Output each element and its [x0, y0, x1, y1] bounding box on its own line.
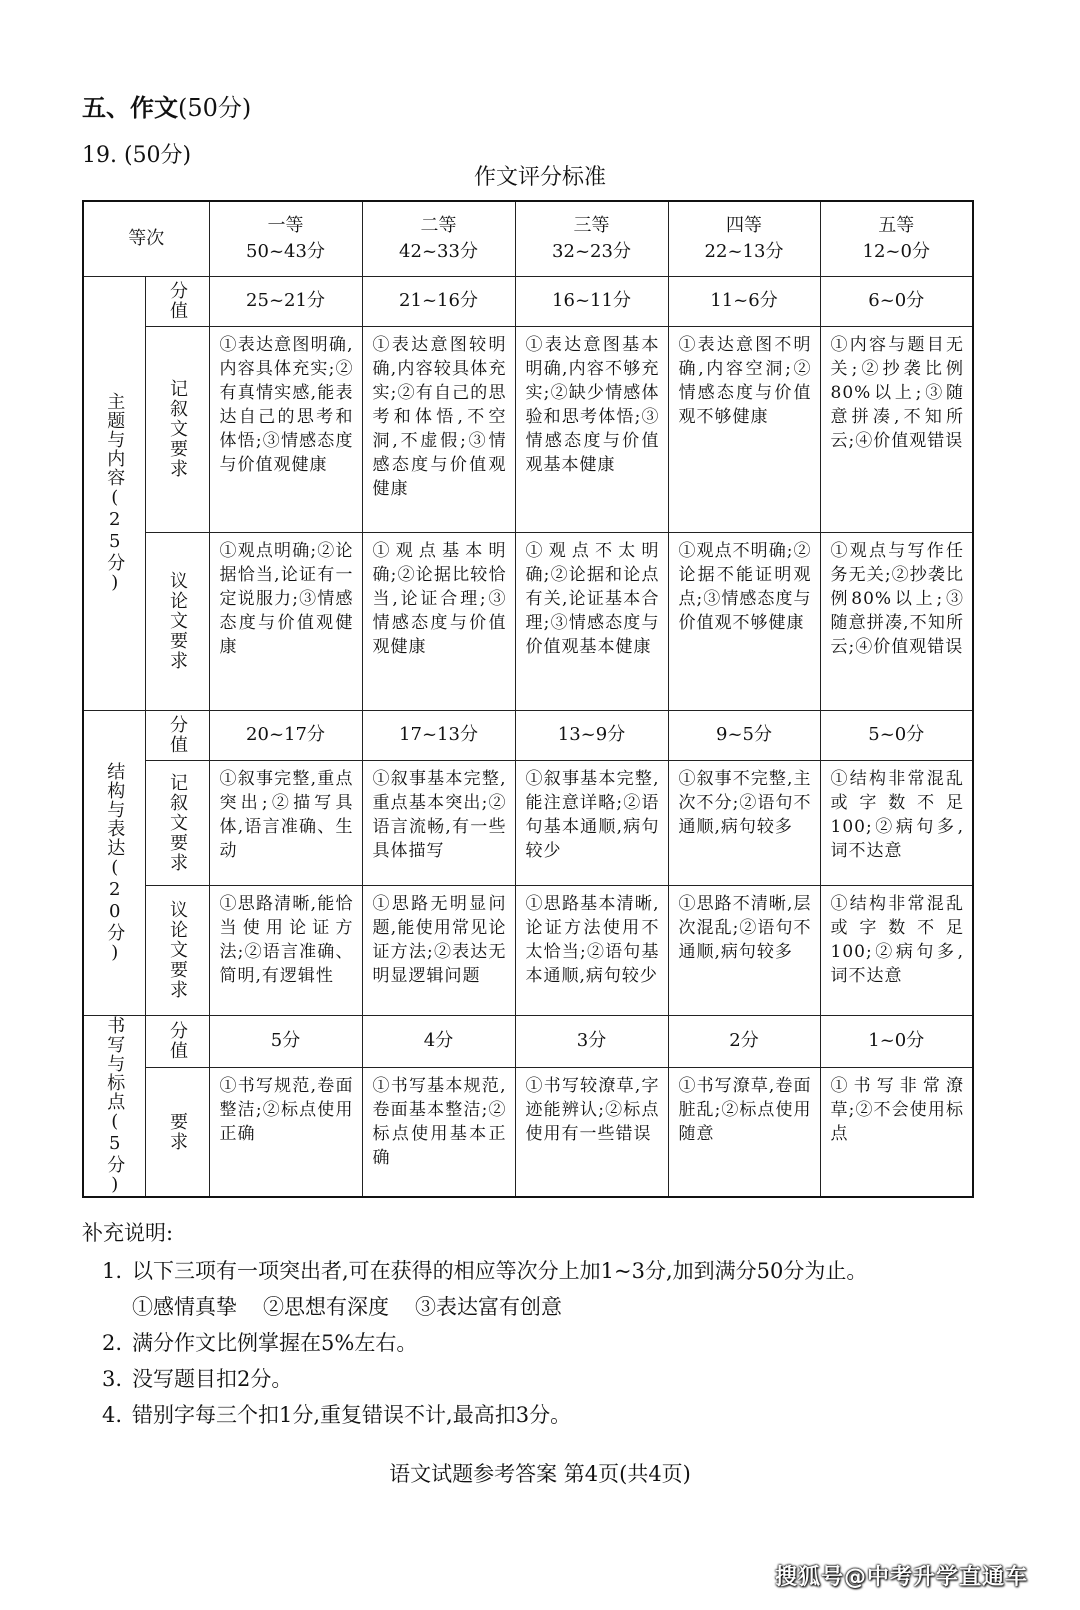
structure-narrative-label: 记叙文要求	[167, 772, 188, 873]
writing-req-label-cell	[145, 1067, 209, 1196]
writing-category-label: 书写与标点(5分)	[104, 1015, 126, 1196]
score-cell: 21~16分	[362, 276, 515, 326]
writing-req-label: 要求	[167, 1111, 188, 1152]
content-score-label-cell	[145, 276, 209, 326]
note-number: 2.	[102, 1331, 123, 1355]
section-score: (50分)	[178, 94, 252, 122]
score-cell: 11~6分	[668, 276, 820, 326]
level-5	[820, 201, 973, 276]
note-item	[102, 1325, 867, 1361]
criteria-cell: ①书写较潦草,字迹能辨认;②标点使用有一些错误	[515, 1067, 668, 1196]
structure-argument-row	[83, 885, 973, 1015]
watermark: 搜狐号@中考升学直通车	[774, 1565, 1028, 1590]
criteria-cell: ①结构非常混乱或字数不足100;②病句多,词不达意	[820, 885, 973, 1015]
content-category-label: 主题与内容(25分)	[104, 392, 126, 594]
writing-score-label: 分值	[167, 1021, 188, 1062]
note-sub-item: ②思想有深度	[263, 1295, 389, 1319]
level-range: 12~0分	[862, 240, 930, 262]
level-4	[668, 201, 820, 276]
section-title-text: 五、作文	[82, 93, 178, 122]
content-argument-label-cell	[145, 532, 209, 710]
criteria-cell: ①思路无明显问题,能使用常见论证方法;②表达无明显逻辑问题	[362, 885, 515, 1015]
note-sub-item: ①感情真挚	[132, 1295, 237, 1319]
note-number: 4.	[102, 1403, 123, 1427]
criteria-cell: ①书写潦草,卷面脏乱;②标点使用随意	[668, 1067, 820, 1196]
note-item	[102, 1361, 867, 1397]
level-name: 四等	[726, 214, 762, 236]
criteria-cell: ①表达意图不明确,内容空洞;②情感态度与价值观不够健康	[668, 326, 820, 532]
supplementary-notes	[82, 1215, 867, 1433]
table-title: 作文评分标准	[473, 165, 606, 190]
criteria-cell: ①书写非常潦草;②不会使用标点	[820, 1067, 973, 1196]
writing-score-label-cell	[145, 1015, 209, 1067]
structure-category	[83, 710, 145, 1015]
structure-category-label: 结构与表达(20分)	[104, 761, 126, 964]
writing-category	[83, 1015, 145, 1197]
page-footer: 语文试题参考答案 第4页(共4页)	[389, 1462, 691, 1486]
score-cell: 5~0分	[820, 710, 973, 760]
criteria-cell: ①叙事基本完整,能注意详略;②语句基本通顺,病句较少	[515, 760, 668, 885]
section-title	[82, 88, 251, 123]
structure-argument-label: 议论文要求	[167, 900, 188, 1000]
note-item	[102, 1253, 868, 1289]
level-1	[209, 201, 362, 276]
content-score-label: 分值	[167, 281, 188, 321]
note-text: 以下三项有一项突出者,可在获得的相应等次分上加1~3分,加到满分50分为止。	[132, 1259, 868, 1283]
level-name: 二等	[420, 214, 457, 236]
score-cell: 17~13分	[362, 710, 515, 760]
note-number: 1.	[102, 1259, 123, 1283]
structure-score-row	[83, 710, 973, 760]
level-name: 一等	[267, 214, 304, 236]
content-narrative-label-cell	[145, 326, 209, 532]
criteria-cell: ①思路不清晰,层次混乱;②语句不通顺,病句较多	[668, 885, 820, 1015]
level-range: 32~23分	[552, 240, 631, 262]
score-cell: 16~11分	[515, 276, 668, 326]
score-cell: 2分	[668, 1015, 820, 1067]
criteria-cell: ①观点与写作任务无关;②抄袭比例80%以上;③随意拼凑,不知所云;④价值观错误	[820, 532, 973, 710]
criteria-cell: ①观点不明确;②论据不能证明观点;③情感态度与价值观不够健康	[668, 532, 820, 710]
notes-heading: 补充说明:	[82, 1221, 174, 1245]
structure-narrative-row	[83, 760, 973, 885]
criteria-cell: ①书写规范,卷面整洁;②标点使用正确	[209, 1067, 362, 1196]
criteria-cell: ①思路清晰,能恰当使用论证方法;②语言准确、简明,有逻辑性	[209, 885, 362, 1015]
score-cell: 3分	[515, 1015, 668, 1067]
criteria-cell: ①表达意图基本明确,内容不够充实;②缺少情感体验和思考体悟;③情感态度与价值观基本健康	[515, 326, 668, 532]
level-name: 三等	[573, 214, 610, 236]
structure-argument-label-cell	[145, 885, 209, 1015]
note-text: 错别字每三个扣1分,重复错误不计,最高扣3分。	[132, 1403, 572, 1427]
content-narrative-row	[83, 326, 973, 532]
content-score-row	[83, 276, 973, 326]
level-range: 22~13分	[704, 240, 784, 262]
notes-list	[82, 1253, 867, 1433]
question-title: 19. (50分)	[82, 143, 192, 168]
criteria-cell: ①观点明确;②论据恰当,论证有一定说服力;③情感态度与价值观健康	[209, 532, 362, 710]
criteria-cell: ①观点不太明确;②论据和论点有关,论证基本合理;③情感态度与价值观基本健康	[515, 532, 668, 710]
level-name: 五等	[878, 214, 915, 236]
criteria-cell: ①叙事基本完整,重点基本突出;②语言流畅,有一些具体描写	[362, 760, 515, 885]
criteria-cell: ①叙事不完整,主次不分;②语句不通顺,病句较多	[668, 760, 820, 885]
criteria-cell: ①书写基本规范,卷面基本整洁;②标点使用基本正确	[362, 1067, 515, 1196]
header-row	[83, 201, 973, 276]
criteria-cell: ①表达意图明确,内容具体充实;②有真情实感,能表达自己的思考和体悟;③情感态度与价值观健康	[209, 326, 362, 532]
criteria-cell: ①观点基本明确;②论据比较恰当,论证合理;③情感态度与价值观健康	[362, 532, 515, 710]
note-text: 满分作文比例掌握在5%左右。	[132, 1331, 418, 1355]
note-text: 没写题目扣2分。	[132, 1367, 293, 1391]
note-sub-items	[132, 1289, 867, 1325]
content-argument-row	[83, 532, 973, 710]
level-range: 50~43分	[246, 240, 325, 262]
criteria-cell: ①叙事完整,重点突出;②描写具体,语言准确、生动	[209, 760, 362, 885]
level-3	[515, 201, 668, 276]
note-item	[102, 1397, 867, 1433]
score-cell: 5分	[209, 1015, 362, 1067]
level-2	[362, 201, 515, 276]
note-number: 3.	[102, 1367, 123, 1391]
score-cell: 20~17分	[209, 710, 362, 760]
structure-score-label: 分值	[167, 715, 188, 755]
structure-narrative-label-cell	[145, 760, 209, 885]
criteria-cell: ①表达意图较明确,内容较具体充实;②有自己的思考和体悟,不空洞,不虚假;③情感态度与价值观健康	[362, 326, 515, 532]
grade-label: 等次	[83, 201, 209, 276]
writing-req-row	[83, 1067, 973, 1196]
score-cell: 6~0分	[820, 276, 973, 326]
content-category	[83, 276, 145, 710]
rubric-table	[82, 200, 974, 1198]
note-sub-item: ③表达富有创意	[415, 1295, 562, 1319]
score-cell: 4分	[362, 1015, 515, 1067]
structure-score-label-cell	[145, 710, 209, 760]
score-cell: 1~0分	[820, 1015, 973, 1067]
score-cell: 9~5分	[668, 710, 820, 760]
criteria-cell: ①结构非常混乱或字数不足100;②病句多,词不达意	[820, 760, 973, 885]
criteria-cell: ①内容与题目无关;②抄袭比例80%以上;③随意拼凑,不知所云;④价值观错误	[820, 326, 973, 532]
content-narrative-label: 记叙文要求	[167, 379, 188, 479]
score-cell: 25~21分	[209, 276, 362, 326]
writing-score-row	[83, 1015, 973, 1067]
criteria-cell: ①思路基本清晰,论证方法使用不太恰当;②语句基本通顺,病句较少	[515, 885, 668, 1015]
content-argument-label: 议论文要求	[167, 571, 188, 671]
level-range: 42~33分	[399, 240, 478, 262]
score-cell: 13~9分	[515, 710, 668, 760]
